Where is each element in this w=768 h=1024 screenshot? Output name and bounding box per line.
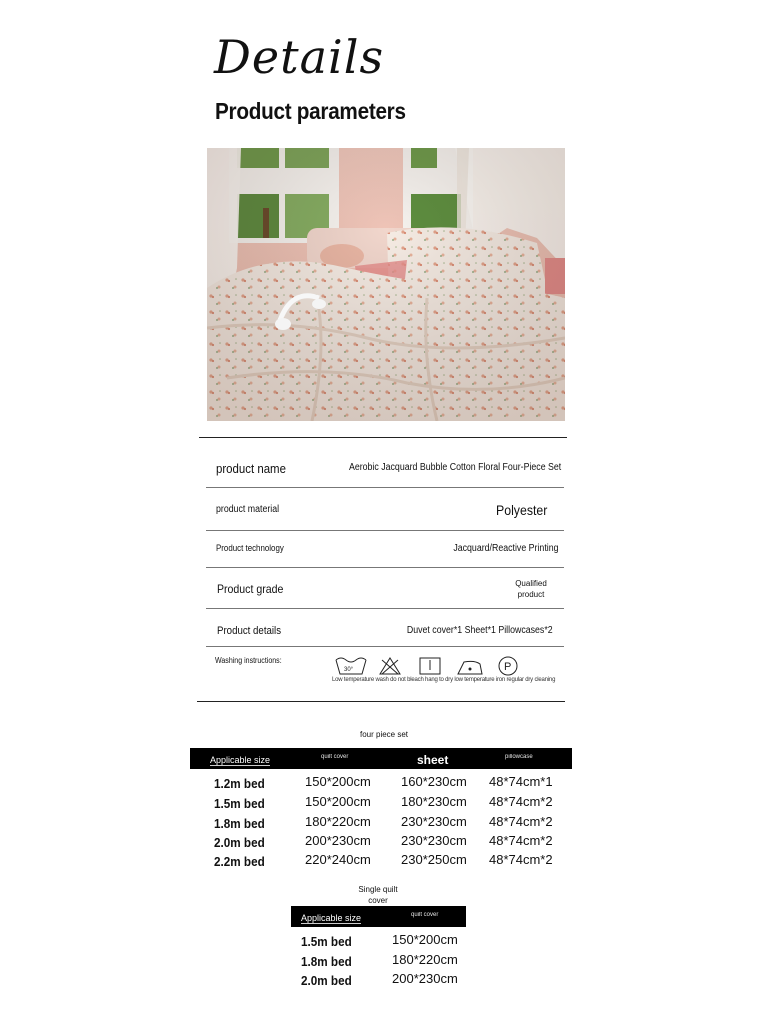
washing-instructions-label: Washing instructions: bbox=[215, 656, 282, 665]
table-divider bbox=[206, 530, 564, 531]
bedroom-photo bbox=[207, 148, 565, 421]
table-divider bbox=[206, 567, 564, 568]
hang-dry-icon bbox=[420, 658, 440, 674]
low-iron-icon bbox=[458, 661, 482, 674]
param-label-product-material: product material bbox=[216, 504, 280, 515]
header-quilt-cover: quilt cover bbox=[321, 754, 349, 760]
bed-size-cell: 2.2m bed bbox=[214, 854, 265, 869]
bed-size-cell: 1.2m bed bbox=[214, 776, 265, 791]
param-label-product-name: product name bbox=[216, 461, 286, 476]
dimension-cell: 48*74cm*1 bbox=[489, 774, 553, 789]
param-value-product-material: Polyester bbox=[495, 502, 547, 518]
bed-size-cell: 1.5m bed bbox=[301, 934, 352, 949]
param-value-product-grade bbox=[508, 578, 554, 600]
table-top-rule bbox=[199, 437, 567, 438]
dimension-cell: 48*74cm*2 bbox=[489, 852, 553, 867]
bed-size-cell: 1.8m bed bbox=[214, 816, 265, 831]
table-divider bbox=[206, 608, 564, 609]
header-applicable-size: Applicable size bbox=[301, 913, 362, 923]
table-divider bbox=[206, 646, 564, 647]
header-sheet: sheet bbox=[417, 753, 449, 767]
bed-size-cell: 1.8m bed bbox=[301, 954, 352, 969]
grade-line-2: product bbox=[517, 590, 545, 599]
table-bottom-rule bbox=[197, 701, 565, 702]
svg-text:P: P bbox=[504, 661, 512, 673]
single-quilt-caption-line-2: cover bbox=[368, 896, 388, 905]
four-piece-header-bar bbox=[190, 748, 572, 769]
dimension-cell: 150*200cm bbox=[392, 932, 458, 947]
dimension-cell: 48*74cm*2 bbox=[489, 833, 553, 848]
dry-clean-p-icon bbox=[499, 657, 517, 675]
dimension-cell: 48*74cm*2 bbox=[489, 794, 553, 809]
washing-icons bbox=[330, 654, 530, 694]
dimension-cell: 230*250cm bbox=[401, 852, 467, 867]
param-value-product-technology: Jacquard/Reactive Printing bbox=[453, 543, 559, 554]
dimension-cell: 150*200cm bbox=[305, 794, 371, 809]
dimension-cell: 180*220cm bbox=[305, 814, 371, 829]
dimension-cell: 230*230cm bbox=[401, 814, 467, 829]
bed-size-cell: 2.0m bed bbox=[214, 835, 265, 850]
dimension-cell: 48*74cm*2 bbox=[489, 814, 553, 829]
bed-size-cell: 2.0m bed bbox=[301, 973, 352, 988]
header-applicable-size: Applicable size bbox=[210, 755, 271, 765]
dimension-cell: 150*200cm bbox=[305, 774, 371, 789]
dimension-cell: 180*230cm bbox=[401, 794, 467, 809]
grade-line-1: Qualified bbox=[515, 579, 547, 588]
param-label-product-details: Product details bbox=[217, 625, 282, 637]
details-title: Details bbox=[214, 30, 385, 84]
bed-size-cell: 1.5m bed bbox=[214, 796, 265, 811]
single-quilt-header-bar bbox=[291, 906, 466, 927]
param-label-product-technology: Product technology bbox=[216, 543, 284, 553]
dimension-cell: 160*230cm bbox=[401, 774, 467, 789]
header-quilt-cover: quilt cover bbox=[411, 912, 439, 918]
dimension-cell: 180*220cm bbox=[392, 952, 458, 967]
dimension-cell: 200*230cm bbox=[305, 833, 371, 848]
product-parameters-title: Product parameters bbox=[215, 98, 406, 124]
table-divider bbox=[206, 487, 564, 488]
dimension-cell: 230*230cm bbox=[401, 833, 467, 848]
four-piece-caption: four piece set bbox=[359, 730, 409, 739]
single-quilt-caption-line-1: Single quilt bbox=[358, 885, 398, 894]
param-value-product-name: Aerobic Jacquard Bubble Cotton Floral Four-Piece Set bbox=[348, 462, 561, 473]
header-pillowcase: pillowcase bbox=[505, 754, 533, 760]
no-bleach-icon bbox=[380, 658, 400, 674]
dimension-cell: 200*230cm bbox=[392, 971, 458, 986]
single-quilt-caption bbox=[348, 884, 408, 906]
param-value-product-details: Duvet cover*1 Sheet*1 Pillowcases*2 bbox=[407, 625, 553, 636]
wash-30-icon bbox=[336, 658, 366, 674]
param-label-product-grade: Product grade bbox=[217, 582, 284, 596]
svg-text:30°: 30° bbox=[344, 667, 354, 673]
dimension-cell: 220*240cm bbox=[305, 852, 371, 867]
washing-caption: Low temperature wash do not bleach hang to dry low temperature iron regular dry cleaning bbox=[332, 677, 556, 683]
